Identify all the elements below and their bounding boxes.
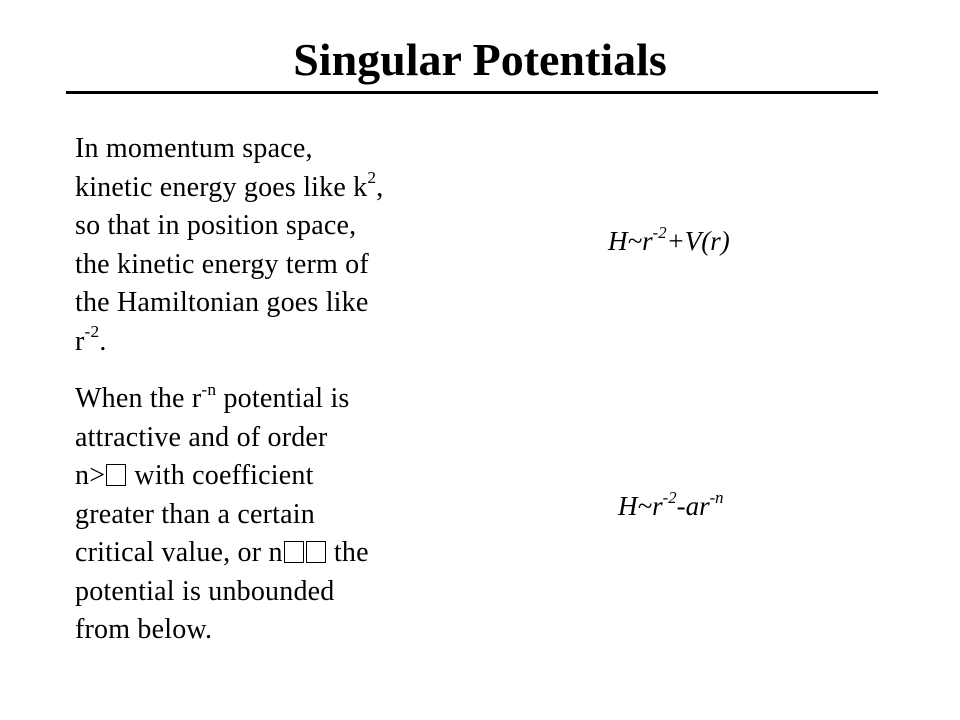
superscript: -2 — [652, 223, 667, 242]
paragraph2-line: When the $r^{-n}$ potential is — [75, 379, 350, 414]
paragraph1-line: the Hamiltonian goes like — [75, 287, 369, 318]
superscript: -2 — [662, 488, 677, 507]
paragraph1-line: In momentum space, — [75, 133, 313, 164]
paragraph2-line: critical value, or n the — [75, 537, 369, 568]
paragraph2-line: n> with coefficient — [75, 460, 314, 491]
paragraph-unbounded-potential — [75, 380, 455, 650]
superscript: -2 — [84, 322, 100, 342]
paragraph1-line: $r^{-2}$. — [75, 322, 107, 357]
paragraph2-line: potential is unbounded — [75, 575, 335, 607]
paragraph2-line: attractive and of order — [75, 421, 328, 453]
paragraph1-line: so that in position space, — [75, 210, 357, 241]
paragraph1-line: the kinetic energy term of — [75, 248, 369, 280]
hamiltonian-formula: $H\sim r^{-2}+V(r)$ — [608, 223, 730, 256]
paragraph1-line: kinetic energy goes like $k^2$, — [75, 168, 384, 203]
title-divider — [66, 91, 878, 94]
singular-potential-formula: $H\sim r^{-2}-ar^{-n}$ — [618, 488, 724, 521]
paragraph2-line: greater than a certain — [75, 498, 315, 530]
superscript: -n — [709, 488, 724, 507]
missing-glyph-box — [284, 541, 304, 563]
missing-glyph-box — [306, 541, 326, 563]
missing-glyph-box — [106, 464, 126, 486]
superscript: -n — [201, 379, 217, 399]
greater-than-symbol: > — [89, 460, 106, 491]
paragraph2-line: from below. — [75, 614, 213, 645]
paragraph-kinetic-energy — [75, 130, 455, 361]
superscript: 2 — [367, 168, 377, 188]
page-title: Singular Potentials — [293, 34, 667, 85]
